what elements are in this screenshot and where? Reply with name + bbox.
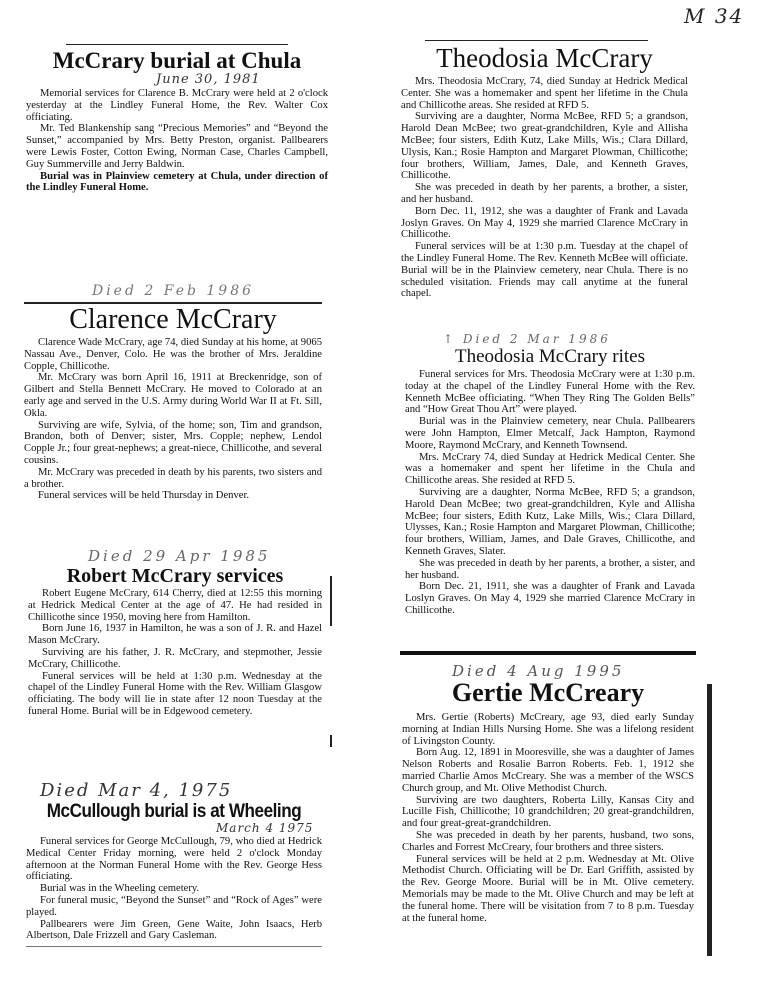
headline: Clarence McCrary xyxy=(69,304,277,335)
divider xyxy=(66,44,288,45)
paragraph: Burial was in Plainview cemetery at Chula, under direction of the Lindley Funeral Home. xyxy=(26,170,328,194)
paragraph: Burial was in the Wheeling cemetery. xyxy=(40,883,200,895)
article-clarence-mccrary xyxy=(24,282,322,502)
article-gertie-mccreary xyxy=(402,662,694,924)
handwritten-date: ↑ Died 2 Mar 1986 xyxy=(443,332,611,346)
paragraph: Mrs. McCrary 74, died Sunday at Hedrick Medical Center. She was a homemaker and spent her lifetime in the Chula and Chillicothe areas. She resided at RFD 5. xyxy=(405,451,695,487)
paragraph: Robert Eugene McCrary, 614 Cherry, died at 12:55 this morning at Hedrick Medical Center at the age of 47. He had resided in Chillicothe since 1950, moving here from Hamilton. xyxy=(28,588,322,623)
article-body xyxy=(24,337,322,502)
paragraph: Funeral services will be held at 2 p.m. Wednesday at Mt. Olive Methodist Church. Officiating will be Dr. Earl Griffith, assisted by the Rev. George Moore. Burial will be in Mt. Olive cemetery. Memorials may be made to the Mt. Olive Church and may be left at the funeral home. There will be visitation from 7 to 8 p.m. Tuesday at the funeral home. xyxy=(402,853,694,924)
paragraph: Born Aug. 12, 1891 in Mooresville, she was a daughter of James Nelson Roberts and Rosalie Barron Roberts. Feb. 1, 1912 she married Charlie Amos McCreary. She was a member of the WSCS Church group, and Mt. Olive Methodist Church. xyxy=(402,747,694,794)
article-robert-mccrary-services xyxy=(28,546,322,718)
page-mark: M 34 xyxy=(684,4,745,28)
clipping-edge xyxy=(330,735,332,747)
paragraph: Funeral services will be at 1:30 p.m. Tuesday at the chapel of the Lindley Funeral Home. The Rev. Kenneth McBee will officiate. Burial will be in the Plainview cemetery, near Chula. There is no scheduled visitation. Friends may call anytime at the funeral chapel. xyxy=(401,241,688,300)
paragraph: Mrs. Gertie (Roberts) McCreary, age 93, died early Sunday morning at Indian Hills Nursing Home. She was a lifelong resident of Livingston County. xyxy=(402,712,694,747)
paragraph: Surviving are a daughter, Norma McBee, RFD 5; a grandson, Harold Dean McBee; two great-grandchildren, Kyle and Allisha McBee; four sisters, Edith Kutz, Lake Mills, Wis.; Clara Dillard, Ulysis, Kan.; Rosie Hampton and Margaret Plowman, Chillicothe; four brothers, William, James, Dale, and Kenneth Graves, Chillicothe. xyxy=(401,111,688,182)
paragraph: Mr. Ted Blankenship sang “Precious Memories” and “Beyond the Sunset,” accompanied by Mrs. Betty Preston, organist. Pallbearers were Lewis Foster, Cotton Ewing, Norman Case, Charles Campbell, Guy Summerville and Jerry Baldwin. xyxy=(26,123,328,170)
paragraph: Surviving are his father, J. R. McCrary, and stepmother, Jessie McCrary, Chillicothe. xyxy=(28,646,322,670)
paragraph: She was preceded in death by her parents, a brother, a sister, and her husband. xyxy=(405,557,695,581)
paragraph: Burial was in the Plainview cemetery, near Chula. Pallbearers were John Hampton, Elmer Metcalf, Jack Hampton, Raymond Moore, Raymond McCrary, and Kenneth Townsend. xyxy=(405,416,695,451)
headline: McCullough burial is at Wheeling xyxy=(46,801,302,822)
handwritten-date-2: March 4 1975 xyxy=(216,821,314,835)
headline: Gertie McCreary xyxy=(451,678,645,707)
handwritten-date: June 30, 1981 xyxy=(156,72,261,87)
article-body xyxy=(405,369,695,617)
handwritten-date: Died 2 Feb 1986 xyxy=(91,283,255,299)
paragraph: Funeral services for George McCullough, 79, who died at Hedrick Medical Center Friday morning, were held 2 o'clock Monday afternoon at the Norman Funeral Home with the Rev. George Hess officiating. xyxy=(26,836,322,883)
paragraph: For funeral music, “Beyond the Sunset” and “Rock of Ages” were played. xyxy=(26,894,322,918)
article-body xyxy=(402,712,694,924)
paragraph: Mr. McCrary was preceded in death by his parents, two sisters and a brother. xyxy=(24,466,322,490)
article-theodosia-mccrary xyxy=(401,40,688,300)
divider xyxy=(26,946,322,947)
headline: Robert McCrary services xyxy=(66,565,284,587)
article-mccullough-burial xyxy=(26,780,322,947)
article-body xyxy=(28,588,322,718)
article-theodosia-mccrary-rites xyxy=(405,331,695,617)
article-body xyxy=(26,836,322,942)
article-body xyxy=(401,76,688,300)
paragraph: Clarence Wade McCrary, age 74, died Sunday at his home, at 9065 Nassau Ave., Denver, Colo. He was the brother of Mrs. Jeraldine Copple, Chillicothe. xyxy=(24,337,322,372)
handwritten-date: Died Mar 4, 1975 xyxy=(40,780,233,801)
paragraph: Memorial services for Clarence B. McCrary were held at 2 o'clock yesterday at the Lindley Funeral Home, the Rev. Walter Cox officiating. xyxy=(26,88,328,123)
headline: McCrary burial at Chula xyxy=(52,48,302,73)
paragraph: Funeral services will be held Thursday in Denver. xyxy=(38,490,250,502)
paragraph: Pallbearers were Jim Green, Gene Waite, John Isaacs, Herb Albertson, Dale Frizzell and Gary Casleman. xyxy=(26,918,322,942)
clipping-edge xyxy=(330,576,332,626)
paragraph: Funeral services will be held at 1:30 p.m. Wednesday at the chapel of the Lindley Funeral Home with the Rev. William Glasgow officiating. The body will lie in state after 12 noon Tuesday at the funeral Home. Burial will be in Edgewood cemetery. xyxy=(28,670,322,717)
clipping-edge xyxy=(707,684,712,956)
divider xyxy=(400,651,696,655)
paragraph: Born Dec. 21, 1911, she was a daughter of Frank and Lavada Loslyn Graves. On May 4, 1929 she married Clarence McCrary in Chillicothe. xyxy=(405,581,695,616)
paragraph: Born June 16, 1937 in Hamilton, he was a son of J. R. and Hazel Mason McCrary. xyxy=(28,623,322,647)
paragraph: Surviving are a daughter, Norma McBee, RFD 5; a grandson, Harold Dean McBee; two great-grandchildren, Kyle and Allisha McBee; four sisters, Edith Kutz, Lake Mills, Wis.; Clara Dillard, Ulysses, Kan.; Rosie Hampton and Margaret Plowman, Chillicothe; four brothers, William, James, and Dale Graves, Chillicothe, and Kenneth Graves, Slater. xyxy=(405,486,695,557)
paragraph: Mrs. Theodosia McCrary, 74, died Sunday at Hedrick Medical Center. She was a homemaker and spent her lifetime in the Chula and Chillicothe areas. She resided at RFD 5. xyxy=(401,76,688,111)
paragraph: She was preceded in death by her parents, husband, two sons, Charles and Forrest McCreary, four brothers and three sisters. xyxy=(402,829,694,853)
divider xyxy=(425,40,648,41)
paragraph: Born Dec. 11, 1912, she was a daughter of Frank and Lavada Joslyn Graves. On May 4, 1929 she married Clarence McCrary in Chillicothe. xyxy=(401,205,688,241)
paragraph: Funeral services for Mrs. Theodosia McCrary were at 1:30 p.m. today at the chapel of the Lindley Funeral Home with the Rev. Kenneth McBee officiating. “When They Ring The Golden Bells” and “How Great Thou Art” were played. xyxy=(405,369,695,416)
paragraph: Mr. McCrary was born April 16, 1911 at Breckenridge, son of Gilbert and Stella Bennett McCrary. He moved to Colorado at an early age and served in the U.S. Army during World War II at Ft. Sill, Okla. xyxy=(24,372,322,419)
headline: Theodosia McCrary xyxy=(436,43,653,73)
paragraph: Surviving are wife, Sylvia, of the home; son, Tim and grandson, Brandon, both of Denver; sister, Mrs. Copple; nephew, Lendol Copple Jr.; four great-nephews; a great-niece, Chillicothe, and several cousins. xyxy=(24,419,322,466)
handwritten-date: Died 4 Aug 1995 xyxy=(452,662,625,680)
headline: Theodosia McCrary rites xyxy=(455,346,645,367)
paragraph: She was preceded in death by her parents, a brother, a sister, and her husband. xyxy=(401,182,688,205)
handwritten-date: Died 29 Apr 1985 xyxy=(88,547,271,565)
article-body xyxy=(26,88,328,194)
paragraph: Surviving are two daughters, Roberta Lilly, Kansas City and Lucille Fish, Chillicothe; 10 grandchildren; 20 great-grandchildren, and four great-great-grandchildren. xyxy=(402,794,694,830)
article-mccrary-burial-chula xyxy=(26,44,328,194)
